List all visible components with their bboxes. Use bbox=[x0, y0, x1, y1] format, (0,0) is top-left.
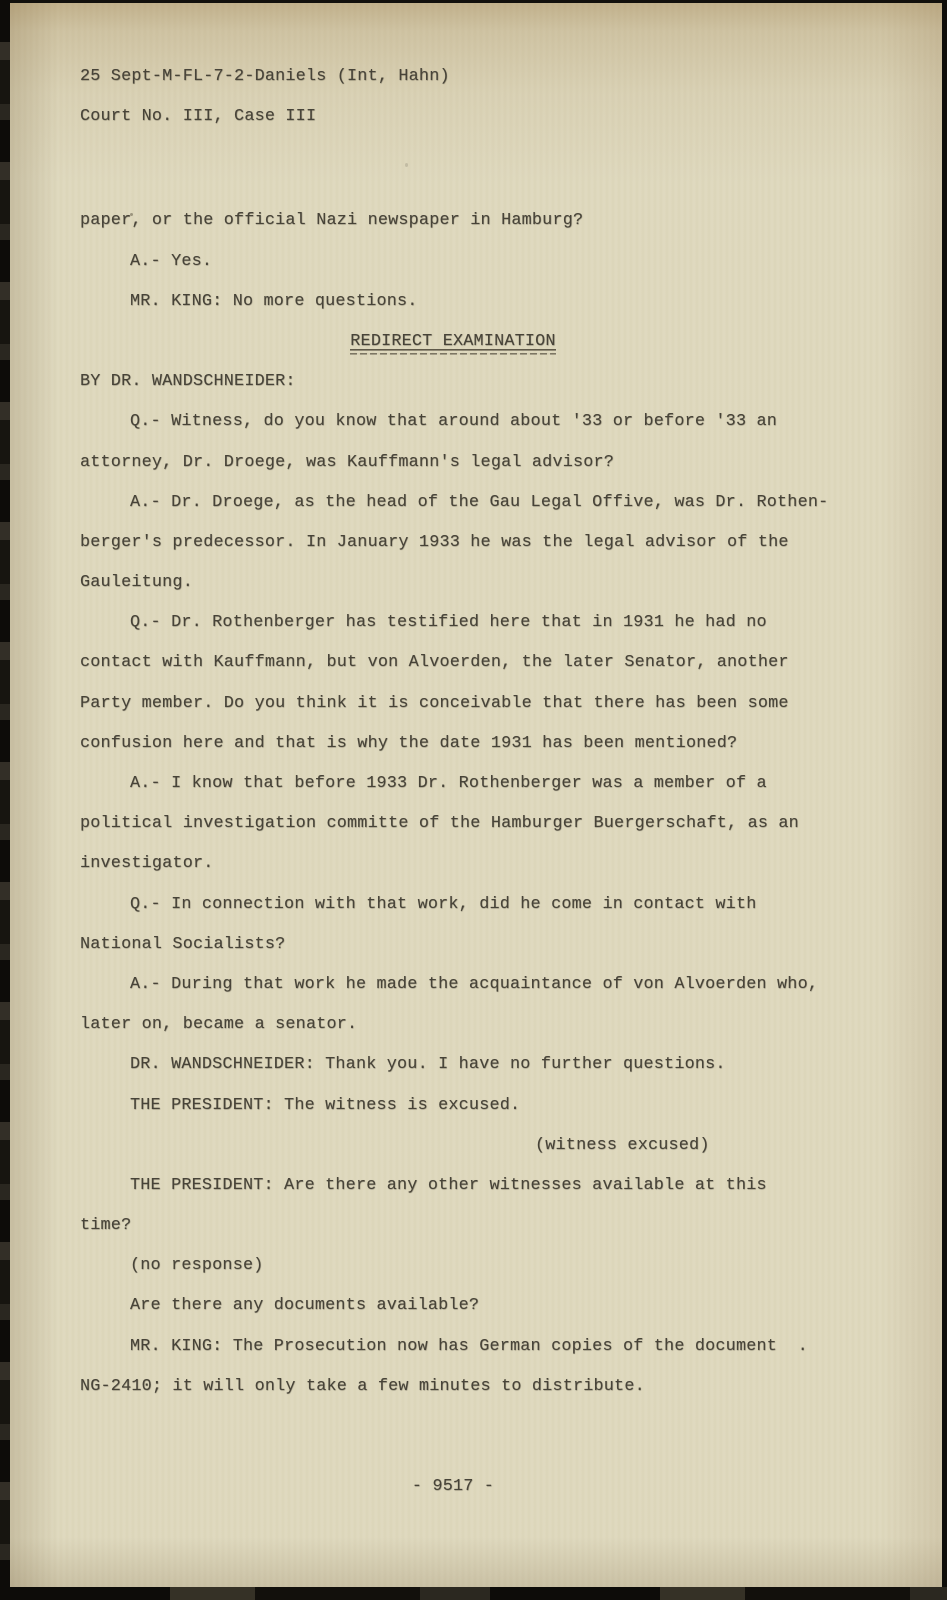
speaker-line: MR. KING: No more questions. bbox=[130, 291, 418, 311]
blank-gap bbox=[80, 137, 882, 201]
transcript-line: political investigation committe of the Hamburger Buergerschaft, as an bbox=[80, 814, 799, 834]
section-heading-underlined-text: REDIRECT EXAMINATION bbox=[350, 332, 555, 355]
answer-line: A.- I know that before 1933 Dr. Rothenberger was a member of a bbox=[130, 774, 767, 793]
transcript-line: investigator. bbox=[80, 854, 214, 874]
transcript-body bbox=[80, 57, 882, 1507]
transcript-line: Gauleitung. bbox=[80, 573, 193, 593]
speaker-line: DR. WANDSCHNEIDER: Thank you. I have no further questions. bbox=[130, 1055, 726, 1075]
speaker-line: MR. KING: The Prosecution now has German copies of the document . bbox=[130, 1336, 808, 1356]
document-header-line: Court No. III, Case III bbox=[80, 107, 317, 127]
transcript-line: National Socialists? bbox=[80, 934, 286, 954]
stage-direction: (witness excused) bbox=[535, 1135, 710, 1155]
scan-edge-left bbox=[0, 0, 10, 1600]
transcript-line: attorney, Dr. Droege, was Kauffmann's legal advisor? bbox=[80, 452, 615, 472]
scanned-page bbox=[10, 3, 942, 1587]
transcript-line: contact with Kauffmann, but von Alvoerden, the later Senator, another bbox=[80, 653, 789, 673]
transcript-line: later on, became a senator. bbox=[80, 1015, 358, 1035]
speaker-line: THE PRESIDENT: Are there any other witnesses available at this bbox=[130, 1175, 767, 1195]
examiner-line: BY DR. WANDSCHNEIDER: bbox=[80, 372, 296, 392]
answer-line: A.- During that work he made the acquaintance of von Alvoerden who, bbox=[130, 974, 819, 994]
transcript-line: time? bbox=[80, 1216, 132, 1236]
section-heading bbox=[52, 322, 854, 362]
transcript-line: Are there any documents available? bbox=[130, 1296, 480, 1316]
question-line: Q.- Dr. Rothenberger has testified here that in 1931 he had no bbox=[130, 613, 767, 633]
scan-edge-right bbox=[942, 0, 947, 1600]
answer-line: A.- Yes. bbox=[130, 251, 213, 271]
transcript-line: paper, or the official Nazi newspaper in Hamburg? bbox=[80, 211, 584, 231]
transcript-line: NG-2410; it will only take a few minutes to distribute. bbox=[80, 1376, 645, 1396]
blank-gap bbox=[80, 1407, 882, 1467]
speaker-line: THE PRESIDENT: The witness is excused. bbox=[130, 1095, 521, 1115]
document-header-line: 25 Sept-M-FL-7-2-Daniels (Int, Hahn) bbox=[80, 67, 450, 86]
page-number: - 9517 - bbox=[411, 1477, 495, 1496]
scan-edge-bottom bbox=[0, 1587, 947, 1600]
transcript-line: Party member. Do you think it is conceivable that there has been some bbox=[80, 693, 789, 713]
answer-line: A.- Dr. Droege, as the head of the Gau Legal Offive, was Dr. Rothen- bbox=[130, 492, 829, 512]
question-line: Q.- In connection with that work, did he come in contact with bbox=[130, 894, 757, 914]
transcript-line: berger's predecessor. In January 1933 he was the legal advisor of the bbox=[80, 532, 789, 552]
transcript-line: confusion here and that is why the date 1931 has been mentioned? bbox=[80, 733, 738, 753]
stage-direction: (no response) bbox=[130, 1256, 264, 1276]
question-line: Q.- Witness, do you know that around about '33 or before '33 an bbox=[130, 412, 778, 432]
